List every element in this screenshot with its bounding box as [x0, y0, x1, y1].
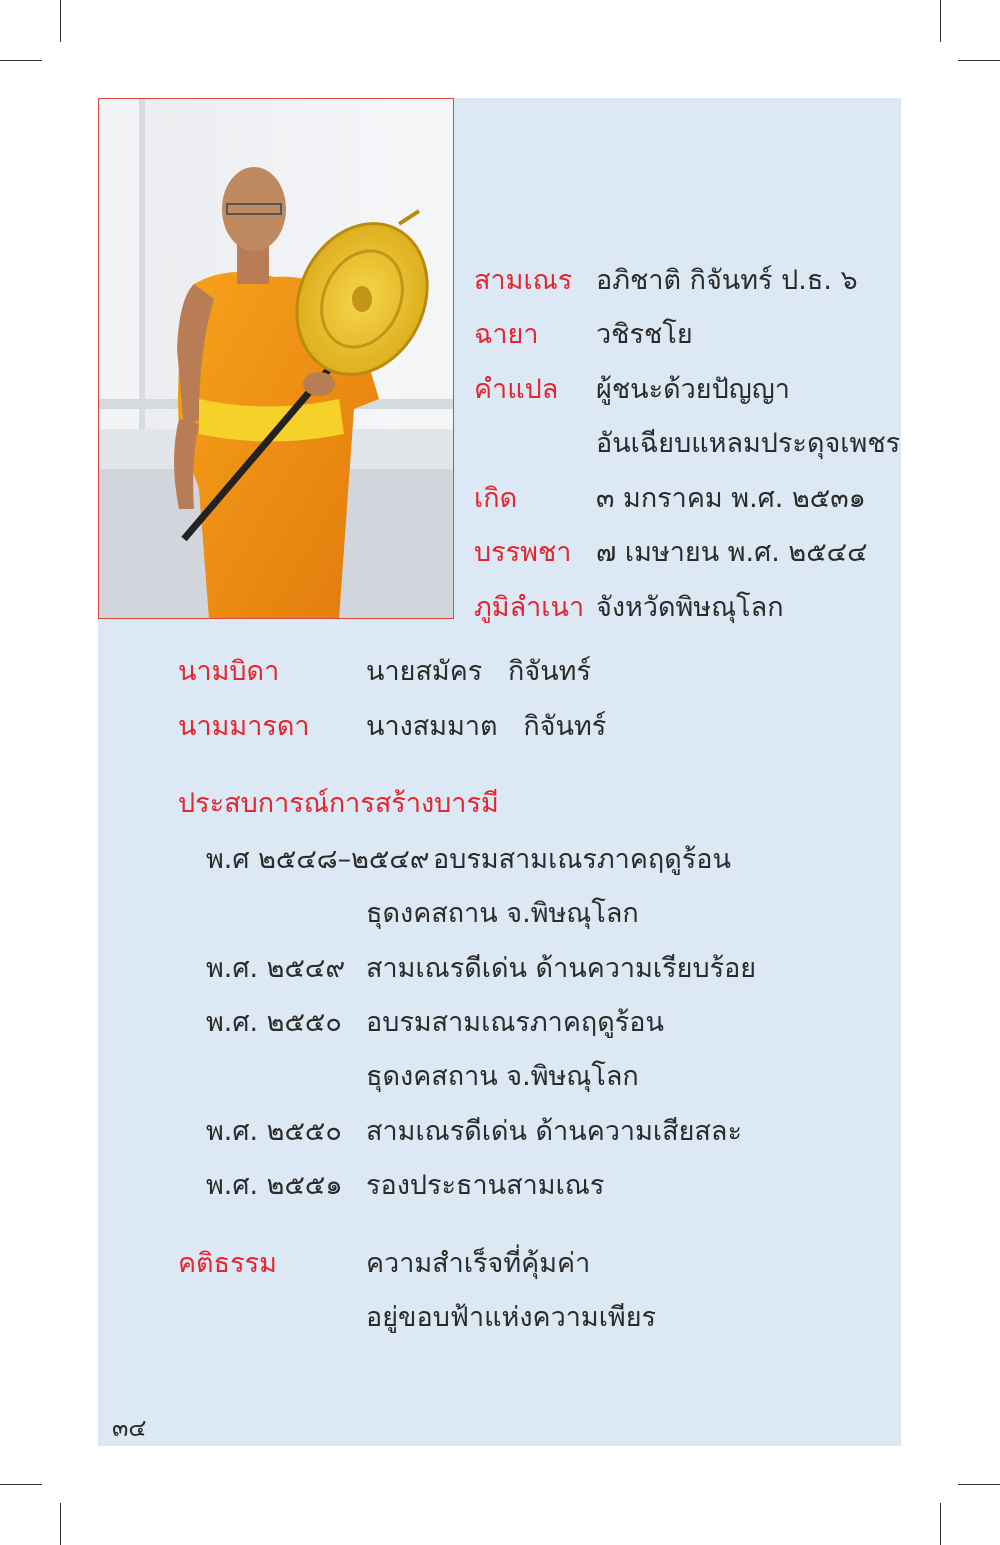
crop-mark: [940, 0, 941, 42]
experience-text: อบรมสามเณรภาคฤดูร้อน: [366, 1007, 664, 1038]
experience-text: ธุดงคสถาน จ.พิษณุโลก: [366, 1061, 639, 1092]
page-number: ๓๔: [112, 1414, 147, 1442]
crop-mark: [940, 1503, 941, 1545]
profile-value-meaning-cont: อันเฉียบแหลมประดุจเพชร: [596, 428, 901, 459]
profile-label-novice: สามเณร: [474, 265, 573, 296]
father-label: นามบิดา: [178, 656, 280, 687]
profile-value-monastic-name: วชิรชโย: [596, 319, 693, 350]
crop-mark: [60, 0, 61, 42]
crop-mark: [958, 60, 1000, 61]
experience-text: อบรมสามเณรภาคฤดูร้อน: [433, 844, 731, 875]
mother-name: นางสมมาต กิจันทร์: [366, 711, 607, 742]
experience-text: รองประธานสามเณร: [366, 1170, 605, 1201]
motto-line: ความสำเร็จที่คุ้มค่า: [366, 1248, 591, 1279]
profile-value-name: อภิชาติ กิจันทร์ ป.ธ. ๖: [596, 265, 858, 296]
profile-label-born: เกิด: [474, 483, 518, 514]
profile-value-ordained: ๗ เมษายน พ.ศ. ๒๕๔๔: [596, 537, 868, 568]
experience-text: ธุดงคสถาน จ.พิษณุโลก: [366, 898, 639, 929]
experience-text: สามเณรดีเด่น ด้านความเสียสละ: [366, 1116, 742, 1147]
crop-mark: [0, 1484, 42, 1485]
experience-year: พ.ศ. ๒๕๕๐: [206, 1116, 342, 1147]
profile-label-ordained: บรรพชา: [474, 537, 572, 568]
crop-mark: [958, 1484, 1000, 1485]
crop-mark: [0, 60, 42, 61]
crop-mark: [60, 1503, 61, 1545]
profile-value-hometown: จังหวัดพิษณุโลก: [596, 592, 784, 623]
experience-year: พ.ศ. ๒๕๕๑: [206, 1170, 343, 1201]
experience-heading: ประสบการณ์การสร้างบารมี: [178, 788, 499, 819]
motto-line: อยู่ขอบฟ้าแห่งความเพียร: [366, 1302, 657, 1333]
father-name: นายสมัคร กิจันทร์: [366, 656, 591, 687]
profile-value-born: ๓ มกราคม พ.ศ. ๒๕๓๑: [596, 483, 866, 514]
monk-photo: [98, 98, 454, 619]
profile-label-meaning: คำแปล: [474, 374, 559, 405]
profile-value-meaning: ผู้ชนะด้วยปัญญา: [596, 374, 790, 405]
profile-label-monastic-name: ฉายา: [474, 319, 539, 350]
experience-year: พ.ศ. ๒๕๔๙: [206, 953, 346, 984]
motto-label: คติธรรม: [178, 1248, 277, 1279]
experience-year: พ.ศ ๒๕๔๘–๒๕๔๙: [206, 844, 430, 875]
mother-label: นามมารดา: [178, 711, 310, 742]
experience-year: พ.ศ. ๒๕๕๐: [206, 1007, 342, 1038]
experience-text: สามเณรดีเด่น ด้านความเรียบร้อย: [366, 953, 757, 984]
profile-label-hometown: ภูมิลำเนา: [474, 592, 585, 623]
